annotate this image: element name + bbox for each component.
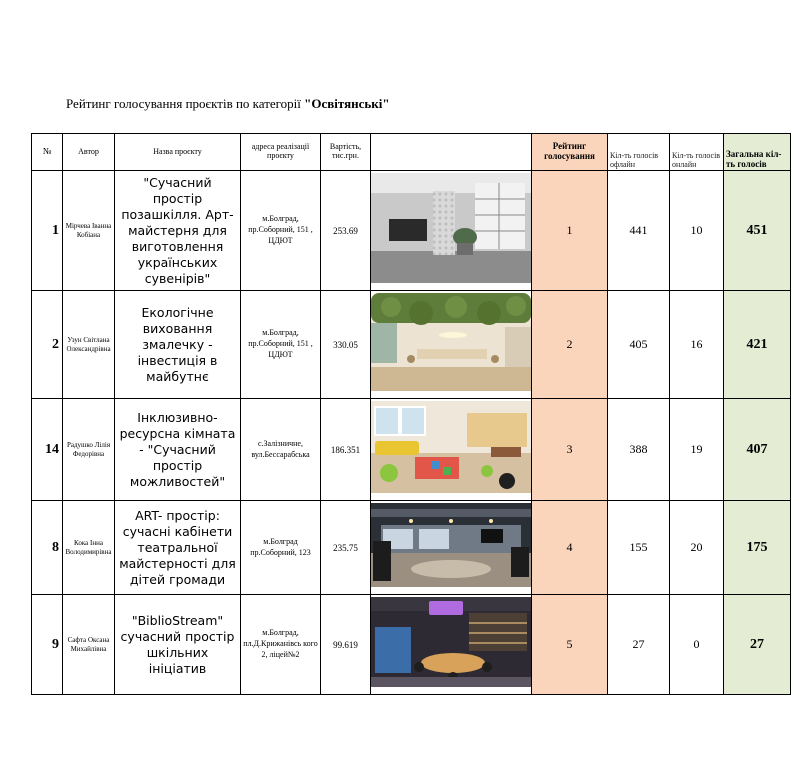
row-online-votes: 10 xyxy=(670,171,724,291)
rating-table xyxy=(31,133,791,695)
row-cost: 235.75 xyxy=(321,501,371,595)
table-row xyxy=(32,595,791,695)
title-category: "Освітянські" xyxy=(304,96,390,111)
row-rank: 5 xyxy=(532,595,608,695)
row-rank: 4 xyxy=(532,501,608,595)
row-address: с.Залізничне, вул.Бессарабська xyxy=(241,399,321,501)
project-photo xyxy=(371,293,531,396)
row-project-name: "BiblioStream" сучасний простір шкільних ініціатив xyxy=(115,595,241,695)
row-rank: 1 xyxy=(532,171,608,291)
project-photo xyxy=(371,597,531,692)
header-author: Автор xyxy=(63,134,115,171)
project-photo xyxy=(371,173,531,288)
row-cost: 253.69 xyxy=(321,171,371,291)
row-project-name: Екологічне виховання змалечку - інвестиція в майбутнє xyxy=(115,291,241,399)
row-no: 1 xyxy=(32,171,63,291)
row-no: 9 xyxy=(32,595,63,695)
row-photo-cell xyxy=(371,501,532,595)
row-offline-votes: 155 xyxy=(608,501,670,595)
row-no: 8 xyxy=(32,501,63,595)
row-offline-votes: 441 xyxy=(608,171,670,291)
row-cost: 330.05 xyxy=(321,291,371,399)
row-photo-cell xyxy=(371,595,532,695)
row-total-votes: 27 xyxy=(724,595,791,695)
row-author: Радушко Лілія Федорівна xyxy=(63,399,115,501)
row-online-votes: 20 xyxy=(670,501,724,595)
row-author: Сафта Оксана Михайлівна xyxy=(63,595,115,695)
row-offline-votes: 27 xyxy=(608,595,670,695)
row-author: Узун Світлана Олександрівна xyxy=(63,291,115,399)
row-offline-votes: 405 xyxy=(608,291,670,399)
row-total-votes: 175 xyxy=(724,501,791,595)
row-rank: 3 xyxy=(532,399,608,501)
row-cost: 186.351 xyxy=(321,399,371,501)
row-author: Мірчева Іванна Кобіана xyxy=(63,171,115,291)
row-address: м.Болград, пл.Д.Крижанівсь кого 2, ліцей№2 xyxy=(241,595,321,695)
table-row xyxy=(32,291,791,399)
room-photo-image xyxy=(371,503,531,587)
header-offline: Кіл-ть голосів офлайн xyxy=(608,134,670,171)
row-no: 2 xyxy=(32,291,63,399)
room-photo-image xyxy=(371,293,531,391)
room-photo-image xyxy=(371,597,531,687)
header-address: адреса реалізації проєкту xyxy=(241,134,321,171)
row-address: м.Болград, пр.Соборний, 151 , ЦДЮТ xyxy=(241,171,321,291)
row-photo-cell xyxy=(371,399,532,501)
room-photo-image xyxy=(371,401,531,493)
project-photo xyxy=(371,503,531,592)
row-project-name: "Сучасний простір позашкілля. Арт-майстерня для виготовлення українських сувенірів" xyxy=(115,171,241,291)
row-cost: 99.619 xyxy=(321,595,371,695)
row-project-name: Інклюзивно-ресурсна кімната - "Сучасний простір можливостей" xyxy=(115,399,241,501)
row-address: м.Болград пр.Соборний, 123 xyxy=(241,501,321,595)
row-photo-cell xyxy=(371,171,532,291)
row-total-votes: 451 xyxy=(724,171,791,291)
row-project-name: ART- простір: сучасні кабінети театральної майстерності для дітей громади xyxy=(115,501,241,595)
row-rank: 2 xyxy=(532,291,608,399)
row-total-votes: 421 xyxy=(724,291,791,399)
row-online-votes: 0 xyxy=(670,595,724,695)
header-name: Назва проєкту xyxy=(115,134,241,171)
project-photo xyxy=(371,401,531,498)
header-row xyxy=(32,134,791,171)
header-online: Кіл-ть голосів онлайн xyxy=(670,134,724,171)
header-total: Загальна кіл-ть голосів xyxy=(724,134,791,171)
table-row xyxy=(32,171,791,291)
table-row xyxy=(32,399,791,501)
room-photo-image xyxy=(371,173,531,283)
row-online-votes: 16 xyxy=(670,291,724,399)
row-photo-cell xyxy=(371,291,532,399)
title-prefix: Рейтинг голосування проєктів по категорії xyxy=(66,96,305,111)
row-total-votes: 407 xyxy=(724,399,791,501)
row-offline-votes: 388 xyxy=(608,399,670,501)
page-title xyxy=(66,96,390,112)
header-photo xyxy=(371,134,532,171)
row-online-votes: 19 xyxy=(670,399,724,501)
table-row xyxy=(32,501,791,595)
header-cost: Вартість, тис.грн. xyxy=(321,134,371,171)
header-rank: Рейтинг голосування xyxy=(532,134,608,171)
row-author: Кока Інна Володимирівна xyxy=(63,501,115,595)
header-no: № xyxy=(32,134,63,171)
row-no: 14 xyxy=(32,399,63,501)
row-address: м.Болград, пр.Соборний, 151 , ЦДЮТ xyxy=(241,291,321,399)
